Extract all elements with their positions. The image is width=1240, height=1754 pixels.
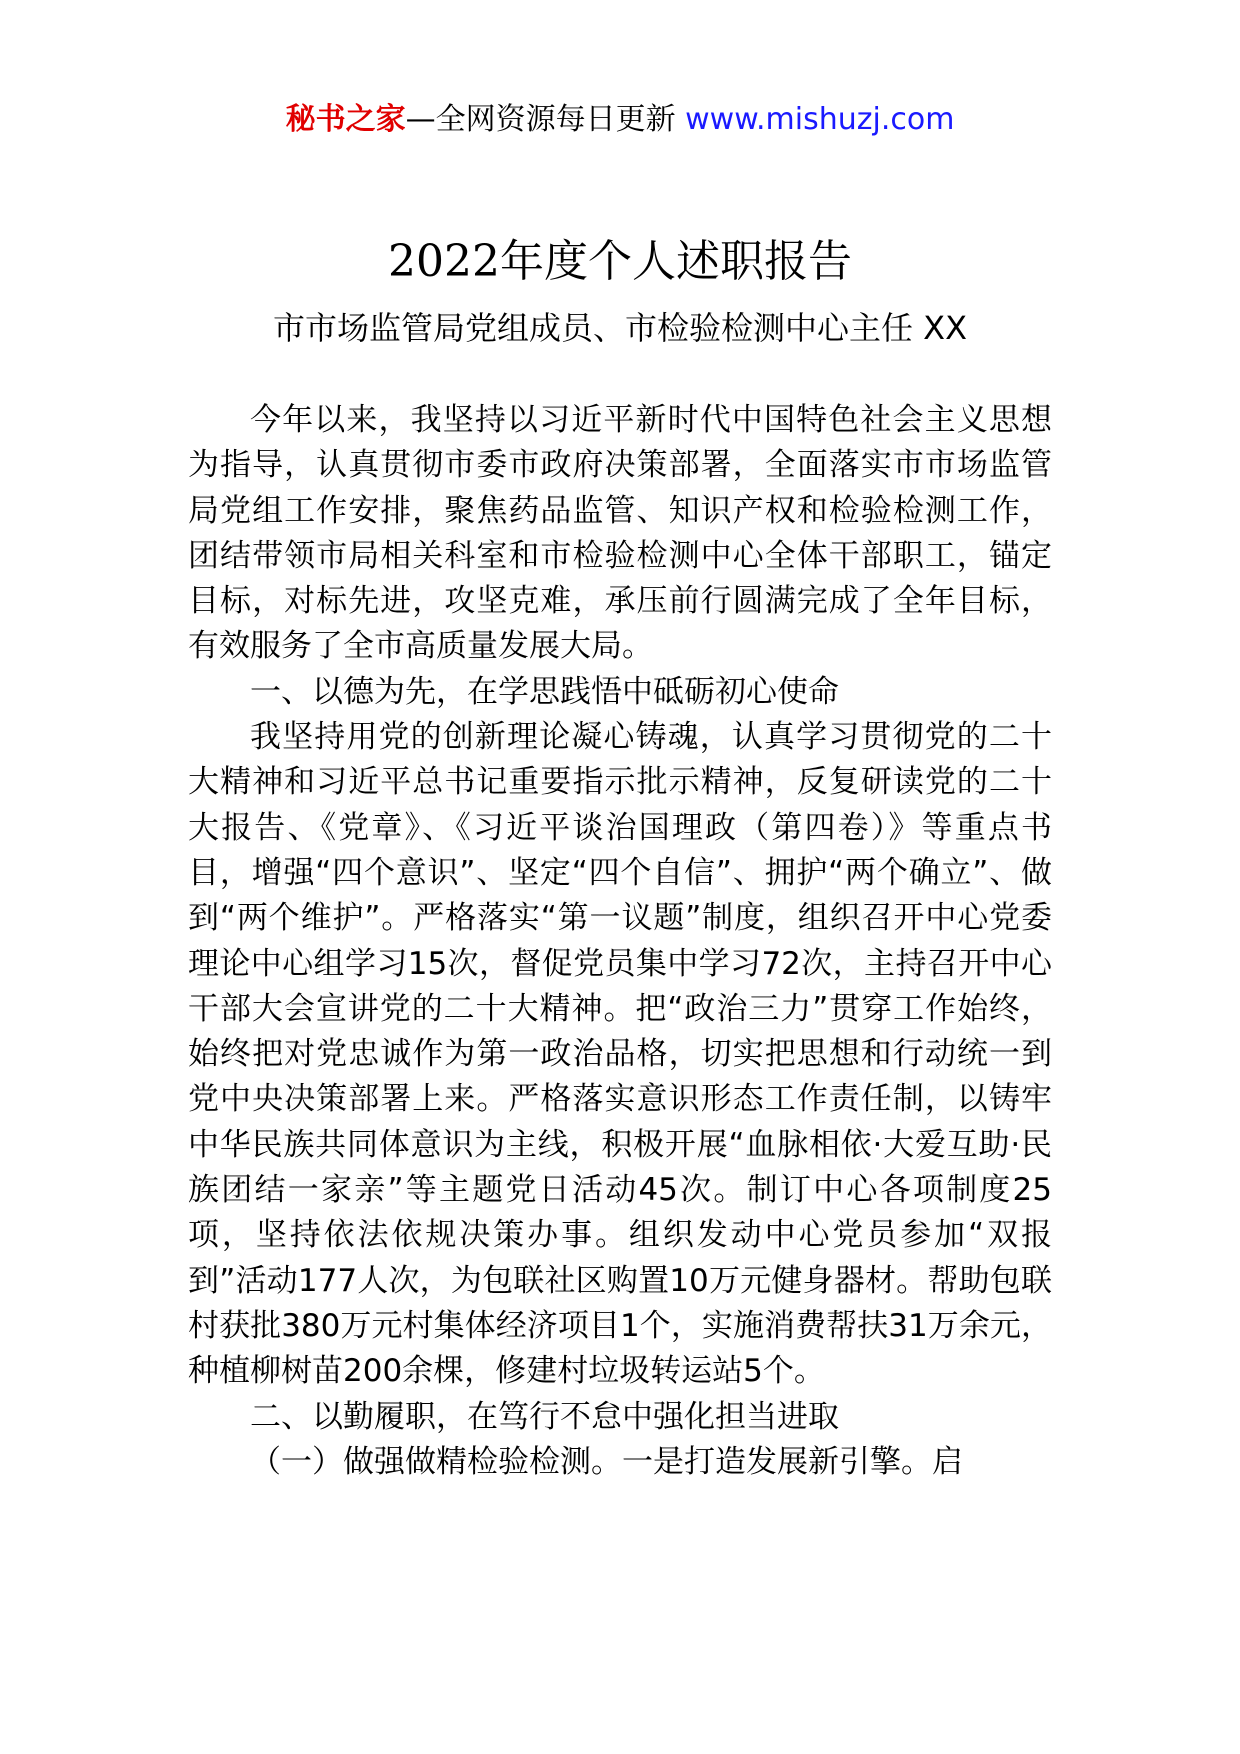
- document-subtitle: 市市场监管局党组成员、市检验检测中心主任 XX: [272, 309, 968, 347]
- paragraph-intro: 今年以来，我坚持以习近平新时代中国特色社会主义思想为指导，认真贯彻市委市政府决策部署，全面落实市市场监管局党组工作安排，聚焦药品监管、知识产权和检验检测工作，团结带领市局相关科室和市检验检测中心全体干部职工，锚定目标，对标先进，攻坚克难，承压前行圆满完成了全年目标，有效服务了全市高质量发展大局。: [188, 402, 1052, 665]
- paragraph-section-2-1: （一）做强做精检验检测。一是打造发展新引擎。启: [250, 1443, 963, 1480]
- section-heading-1: 一、以德为先，在学思践悟中砥砺初心使命: [250, 673, 839, 710]
- site-header: [0, 100, 1240, 140]
- document-title: 2022年度个人述职报告: [388, 236, 852, 287]
- section-heading-2: 二、以勤履职，在笃行不怠中强化担当进取: [250, 1398, 839, 1435]
- paragraph-section-1: 我坚持用党的创新理论凝心铸魂，认真学习贯彻党的二十大精神和习近平总书记重要指示批示精神，反复研读党的二十大报告、《党章》、《习近平谈治国理政（第四卷）》等重点书目，增强“四个意识”、坚定“四个自信”、拥护“两个确立”、做到“两个维护”。严格落实“第一议题”制度，组织召开中心党委理论中心组学习15次，督促党员集中学习72次，主持召开中心干部大会宣讲党的二十大精神。把“政治三力”贯穿工作始终，始终把对党忠诚作为第一政治品格，切实把思想和行动统一到党中央决策部署上来。严格落实意识形态工作责任制，以铸牢中华民族共同体意识为主线，积极开展“血脉相依·大爱互助·民族团结一家亲”等主题党日活动45次。制订中心各项制度25项，坚持依法依规决策办事。组织发动中心党员参加“双报到”活动177人次，为包联社区购置10万元健身器材。帮助包联村获批380万元村集体经济项目1个，实施消费帮扶31万余元，种植柳树苗200余棵，修建村垃圾转运站5个。: [188, 719, 1052, 1390]
- document-body: [188, 398, 1052, 1485]
- site-url-link[interactable]: www.mishuzj.com: [685, 102, 955, 137]
- site-brand: 秘书之家: [285, 102, 406, 137]
- site-tagline: —全网资源每日更新: [405, 102, 676, 137]
